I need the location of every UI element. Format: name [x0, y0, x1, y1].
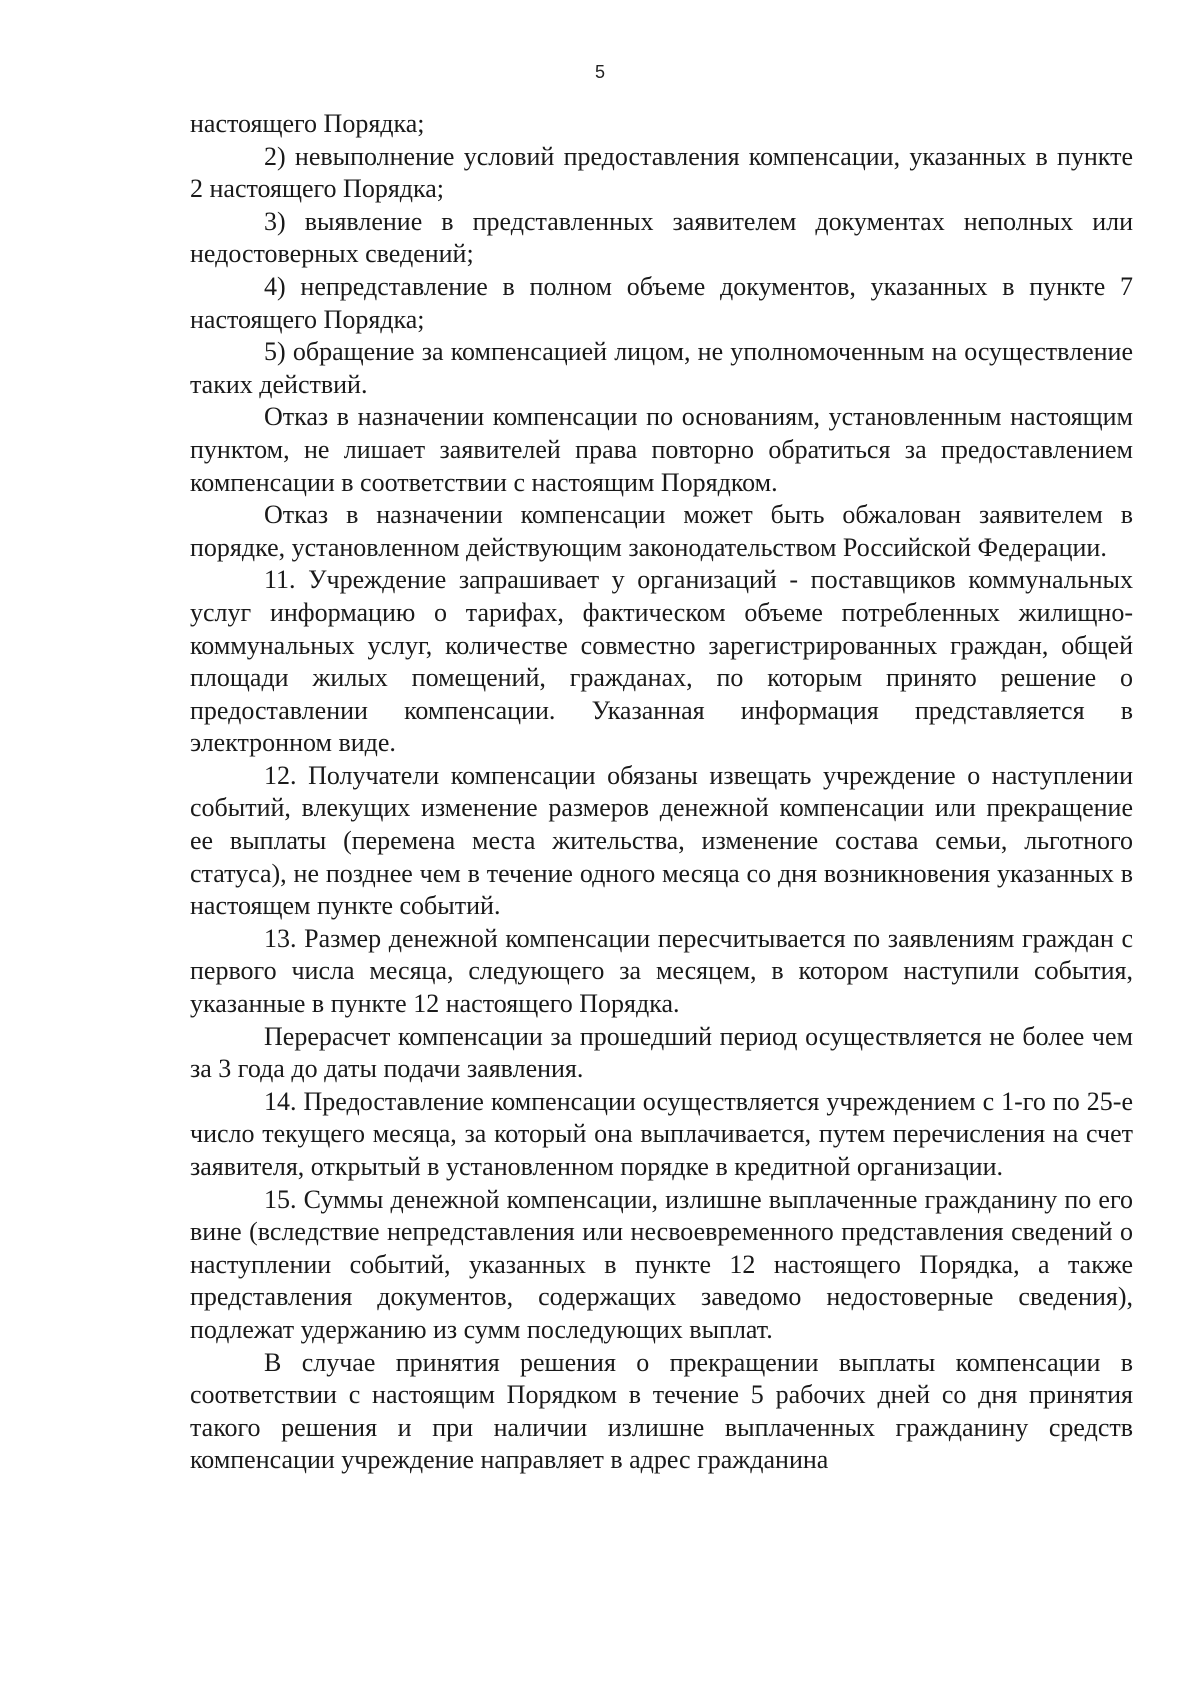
paragraph-clause-12: 12. Получатели компенсации обязаны извещать учреждение о наступлении событий, влекущих изменение размеров денежной компенсации или прекращение ее выплаты (перемена места жительства, изменение состава семьи, льготного статуса), не позднее чем в течение одного месяца со дня возникновения указанных в настоящем пункте событий.	[190, 760, 1133, 921]
paragraph-clause-14: 14. Предоставление компенсации осуществляется учреждением с 1-го по 25-е число текущего месяца, за который она выплачивается, путем перечисления на счет заявителя, открытый в установленном порядке в кредитной организации.	[190, 1086, 1133, 1181]
paragraph-clause-13: 13. Размер денежной компенсации пересчитывается по заявлениям граждан с первого числа месяца, следующего за месяцем, в котором наступили события, указанные в пункте 12 настоящего Порядка.	[190, 923, 1133, 1019]
document-body	[190, 108, 1133, 1477]
paragraph-refusal-appeal: Отказ в назначении компенсации может быть обжалован заявителем в порядке, установленном действующим законодательством Российской Федерации.	[190, 500, 1133, 562]
paragraph-item-5: 5) обращение за компенсацией лицом, не уполномоченным на осуществление таких действий.	[190, 337, 1133, 399]
paragraph-item-4: 4) непредставление в полном объеме документов, указанных в пункте 7 настоящего Порядка;	[190, 271, 1133, 334]
paragraph-clause-11: 11. Учреждение запрашивает у организаций - поставщиков коммунальных услуг информацию о тарифах, фактическом объеме потребленных жилищно-коммунальных услуг, количестве совместно зарегистрированных граждан, общей площади жилых помещений, гражданах, по которым принято решение о предоставлении компенсации. Указанная информация представляется в электронном виде.	[190, 565, 1133, 758]
paragraph-item-2: 2) невыполнение условий предоставления компенсации, указанных в пункте 2 настоящего Порядка;	[190, 141, 1133, 204]
paragraph-continuation: настоящего Порядка;	[190, 109, 425, 138]
paragraph-item-3: 3) выявление в представленных заявителем документах неполных или недостоверных сведений;	[190, 206, 1133, 269]
paragraph-termination: В случае принятия решения о прекращении выплаты компенсации в соответствии с настоящим Порядком в течение 5 рабочих дней со дня принятия такого решения и при наличии излишне выплаченных гражданину средств компенсации учреждение направляет в адрес гражданина	[190, 1347, 1133, 1475]
paragraph-recalculation: Перерасчет компенсации за прошедший период осуществляется не более чем за 3 года до даты подачи заявления.	[190, 1021, 1133, 1084]
paragraph-clause-15: 15. Суммы денежной компенсации, излишне выплаченные гражданину по его вине (вследствие непредставления или несвоевременного представления сведений о наступлении событий, указанных в пункте 12 настоящего Порядка, а также представления документов, содержащих заведомо недостоверные сведения), подлежат удержанию из сумм последующих выплат.	[190, 1184, 1133, 1344]
paragraph-refusal-grounds: Отказ в назначении компенсации по основаниям, установленным настоящим пунктом, не лишает заявителей права повторно обратиться за предоставлением компенсации в соответствии с настоящим Порядком.	[190, 402, 1133, 497]
page-number: 5	[594, 62, 605, 82]
